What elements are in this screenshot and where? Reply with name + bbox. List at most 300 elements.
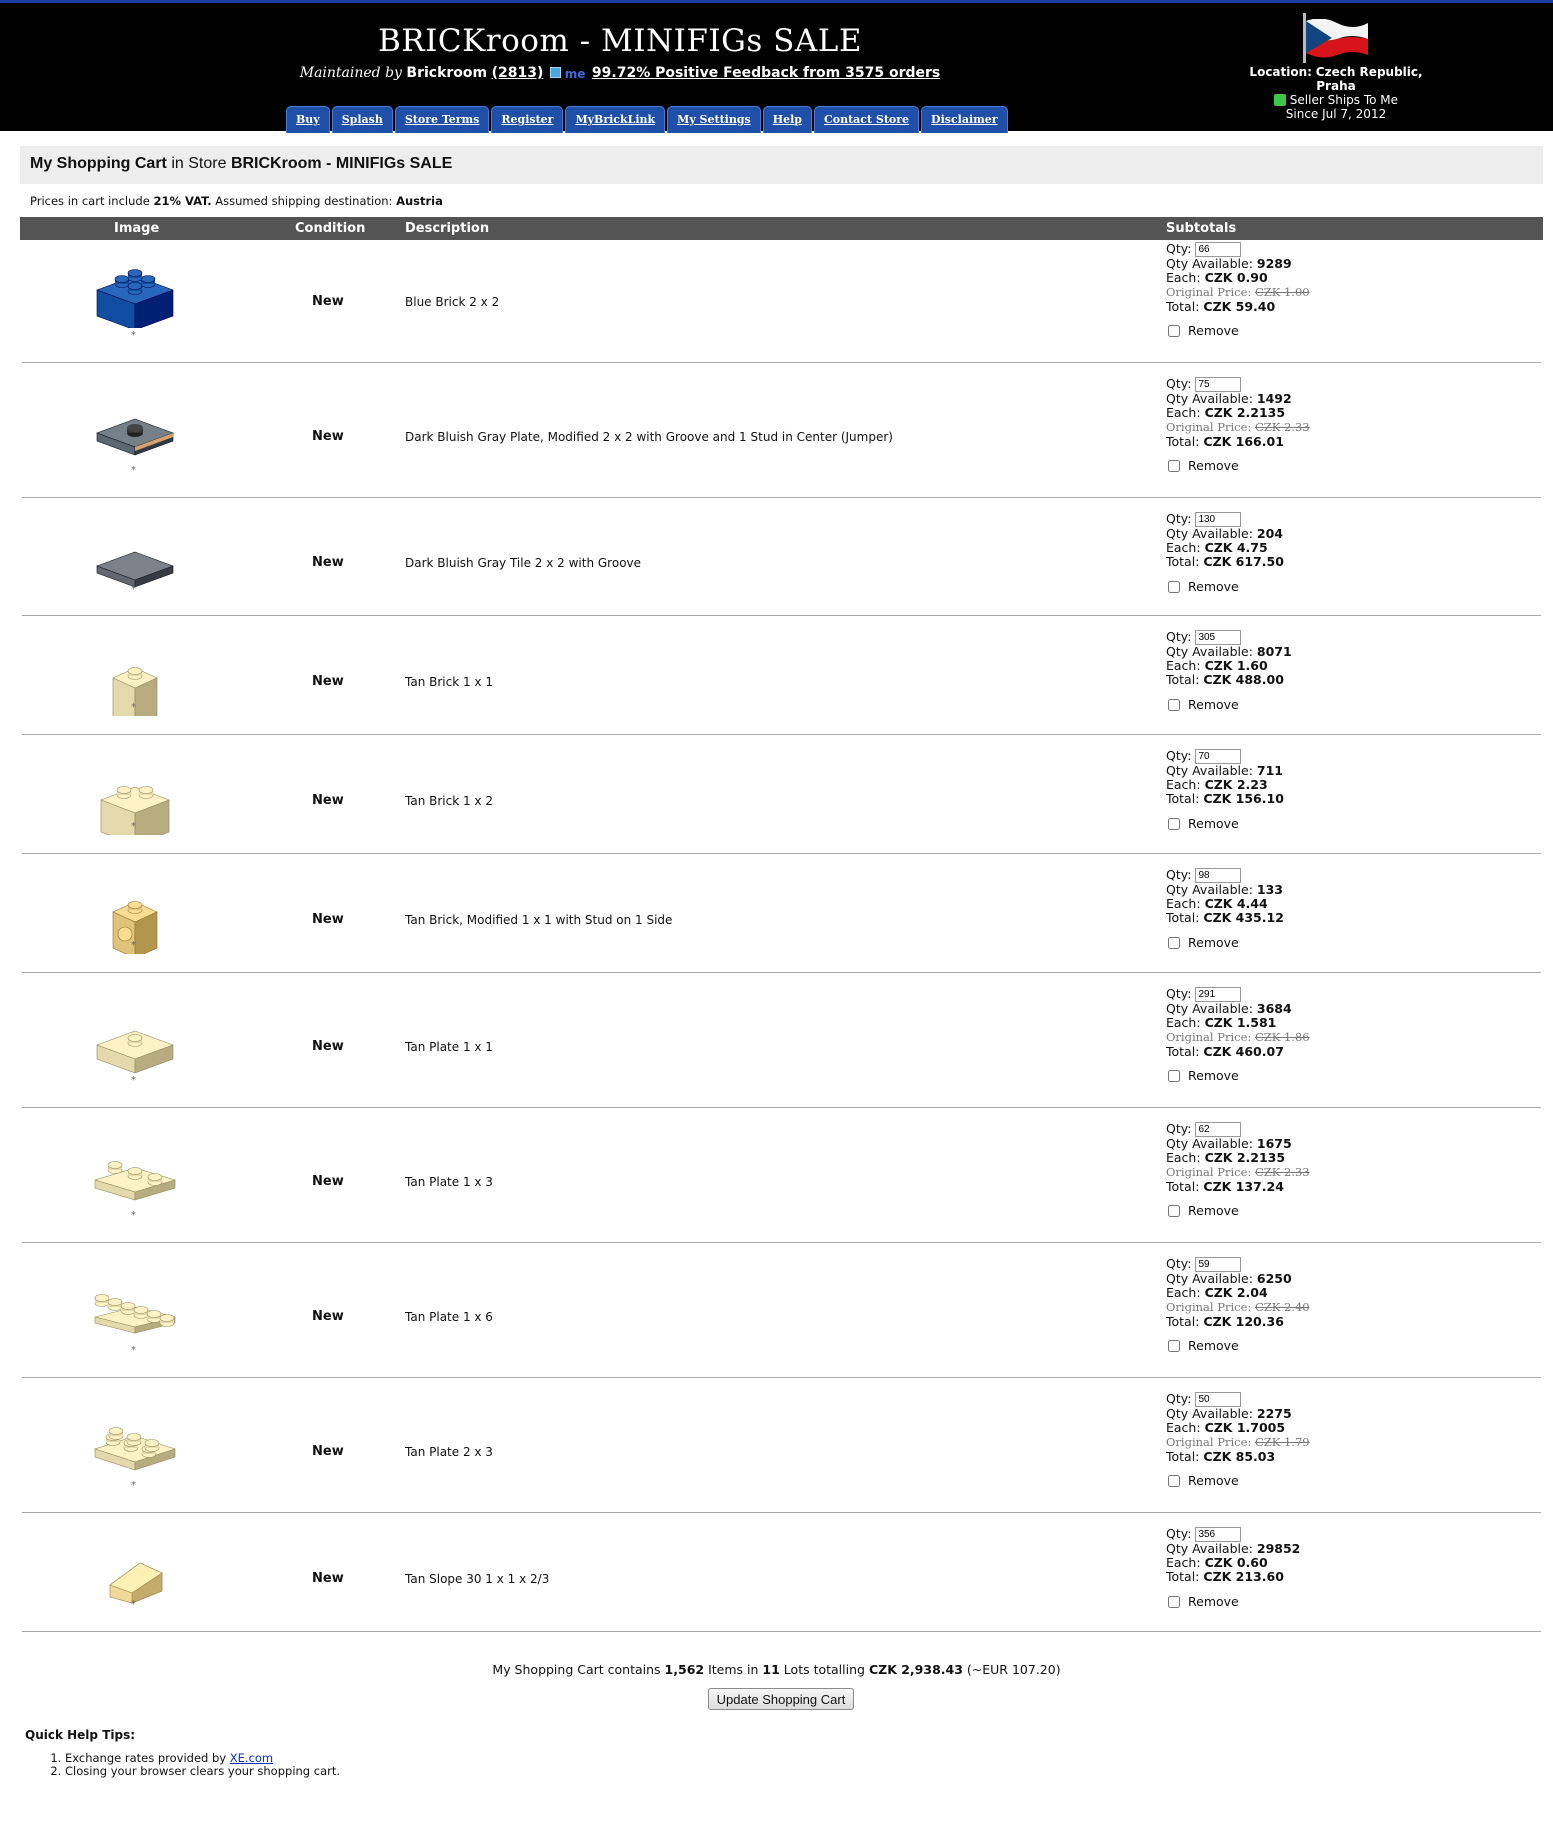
- total-label: Total:: [1166, 791, 1200, 807]
- store-header: [0, 0, 1553, 131]
- condition: New: [312, 429, 344, 444]
- tan-plate-1x6-icon[interactable]: [90, 1273, 180, 1343]
- tip-browser: 2. Closing your browser clears your shopping cart.: [65, 1765, 340, 1778]
- available-value: 711: [1256, 763, 1283, 778]
- total-line: [1166, 1450, 1310, 1464]
- summary-total: CZK 2,938.43: [868, 1662, 963, 1677]
- available-value: 8071: [1256, 644, 1292, 659]
- remove-line: [1166, 817, 1284, 831]
- remove-label: Remove: [1188, 1337, 1239, 1353]
- condition: New: [312, 1174, 344, 1189]
- qty-line: [1166, 1392, 1310, 1407]
- each-label: Each:: [1166, 1555, 1201, 1571]
- each-value: CZK 2.23: [1204, 777, 1268, 793]
- maintainer-name: Brickroom: [406, 65, 488, 81]
- maintained-by-label: Maintained by: [299, 65, 402, 81]
- location-value: Czech Republic, Praha: [1315, 65, 1423, 93]
- qty-label: Qty:: [1166, 986, 1192, 1001]
- remove-checkbox[interactable]: [1168, 460, 1180, 472]
- condition: New: [312, 1309, 344, 1324]
- total-label: Total:: [1166, 433, 1200, 449]
- total-value: CZK 137.24: [1203, 1178, 1284, 1194]
- original-value: CZK 2.40: [1254, 1300, 1310, 1315]
- each-line: [1166, 897, 1284, 911]
- remove-line: [1166, 1595, 1300, 1609]
- original-label: Original Price:: [1166, 420, 1252, 435]
- total-value: CZK 156.10: [1203, 791, 1284, 807]
- shipping-text: Assumed shipping destination:: [215, 194, 393, 208]
- qty-label: Qty:: [1166, 867, 1192, 882]
- cart-row: [22, 628, 1541, 735]
- original-label: Original Price:: [1166, 285, 1252, 300]
- available-label: Qty Available:: [1166, 1001, 1253, 1016]
- qty-label: Qty:: [1166, 1256, 1192, 1271]
- qty-input[interactable]: [1195, 1257, 1241, 1272]
- remove-label: Remove: [1188, 1593, 1239, 1609]
- qty-label: Qty:: [1166, 511, 1192, 526]
- image-star: *: [131, 330, 136, 341]
- qty-line: [1166, 1527, 1300, 1542]
- qty-line: [1166, 1257, 1310, 1272]
- vat-text: Prices in cart include: [30, 194, 150, 208]
- available-line: [1166, 392, 1310, 406]
- remove-line: [1166, 1339, 1310, 1353]
- available-value: 204: [1256, 526, 1283, 541]
- subtotals: [1166, 512, 1284, 594]
- remove-checkbox[interactable]: [1168, 325, 1180, 337]
- cart-row: [22, 1120, 1541, 1243]
- available-line: [1166, 257, 1310, 271]
- me-icon: me: [564, 67, 586, 81]
- tan-plate-1x1-icon[interactable]: [90, 1003, 180, 1073]
- qty-input[interactable]: [1195, 512, 1241, 527]
- maintainer-score-link[interactable]: (2813): [491, 65, 544, 81]
- remove-checkbox[interactable]: [1168, 1205, 1180, 1217]
- subtotals: [1166, 749, 1284, 831]
- col-condition: Condition: [295, 221, 366, 236]
- available-value: 9289: [1256, 256, 1292, 271]
- image-star: *: [131, 1480, 136, 1491]
- available-label: Qty Available:: [1166, 1541, 1253, 1556]
- available-line: [1166, 883, 1284, 897]
- original-value: CZK 1.00: [1254, 285, 1310, 300]
- qty-input[interactable]: [1195, 1122, 1241, 1137]
- cart-row: [22, 747, 1541, 854]
- remove-line: [1166, 936, 1284, 950]
- cart-title-middle: in Store: [171, 155, 227, 172]
- description: Dark Bluish Gray Plate, Modified 2 x 2 with Groove and 1 Stud in Center (Jumper): [405, 430, 893, 444]
- summary-text-lots: Lots totalling: [783, 1662, 865, 1677]
- condition: New: [312, 1444, 344, 1459]
- total-line: [1166, 1570, 1300, 1584]
- total-value: CZK 213.60: [1203, 1569, 1284, 1585]
- total-label: Total:: [1166, 554, 1200, 570]
- each-value: CZK 4.44: [1204, 896, 1268, 912]
- cart-row: [22, 985, 1541, 1108]
- original-value: CZK 1.79: [1254, 1435, 1310, 1450]
- store-nav: [286, 106, 1008, 133]
- each-value: CZK 1.581: [1204, 1015, 1277, 1031]
- nav-help[interactable]: Help: [763, 106, 812, 133]
- description: Blue Brick 2 x 2: [405, 295, 500, 309]
- cube-icon: [550, 67, 561, 78]
- image-star: *: [131, 821, 136, 832]
- description: Tan Brick 1 x 2: [405, 794, 493, 808]
- each-line: [1166, 1286, 1310, 1300]
- qty-line: [1166, 512, 1284, 527]
- quick-help-list: [25, 1752, 340, 1778]
- qty-line: [1166, 377, 1310, 392]
- total-label: Total:: [1166, 1313, 1200, 1329]
- each-value: CZK 1.7005: [1204, 1420, 1286, 1436]
- since-text: Since Jul 7, 2012: [1285, 107, 1387, 121]
- summary-items: 1,562: [664, 1662, 705, 1677]
- cart-table-header: [20, 217, 1543, 240]
- qty-label: Qty:: [1166, 376, 1192, 391]
- col-subtotals: Subtotals: [1166, 221, 1237, 236]
- cart-row: [22, 375, 1541, 498]
- ships-line: [1228, 93, 1444, 107]
- total-value: CZK 460.07: [1203, 1043, 1284, 1059]
- cart-row: [22, 510, 1541, 616]
- subtotals: [1166, 242, 1310, 338]
- each-line: [1166, 1556, 1300, 1570]
- nav-store-terms[interactable]: Store Terms: [395, 106, 490, 133]
- remove-label: Remove: [1188, 934, 1239, 950]
- total-value: CZK 435.12: [1203, 910, 1284, 926]
- remove-checkbox[interactable]: [1168, 1340, 1180, 1352]
- remove-checkbox[interactable]: [1168, 1070, 1180, 1082]
- qty-line: [1166, 987, 1310, 1002]
- total-value: CZK 85.03: [1203, 1448, 1276, 1464]
- shipping-destination: Austria: [396, 194, 443, 208]
- cart-row: [22, 1525, 1541, 1632]
- total-line: [1166, 300, 1310, 314]
- total-label: Total:: [1166, 1569, 1200, 1585]
- available-label: Qty Available:: [1166, 1271, 1253, 1286]
- cart-title: [20, 146, 1543, 184]
- total-line: [1166, 792, 1284, 806]
- nav-mybricklink[interactable]: MyBrickLink: [565, 106, 665, 133]
- each-value: CZK 4.75: [1204, 540, 1268, 556]
- blue-brick-2x2-icon[interactable]: [90, 258, 180, 328]
- available-label: Qty Available:: [1166, 644, 1253, 659]
- total-label: Total:: [1166, 1448, 1200, 1464]
- available-line: [1166, 1002, 1310, 1016]
- available-value: 3684: [1256, 1001, 1292, 1016]
- each-label: Each:: [1166, 540, 1201, 556]
- col-image: Image: [114, 221, 160, 236]
- total-line: [1166, 1315, 1310, 1329]
- original-price-line: [1166, 420, 1310, 434]
- total-line: [1166, 1045, 1310, 1059]
- description: Tan Plate 1 x 1: [405, 1040, 493, 1054]
- qty-line: [1166, 242, 1310, 257]
- nav-register[interactable]: Register: [491, 106, 563, 133]
- vat-line: [30, 194, 443, 208]
- qty-input[interactable]: [1195, 1527, 1241, 1542]
- image-star: *: [131, 1345, 136, 1356]
- qty-input[interactable]: [1195, 242, 1241, 257]
- available-line: [1166, 645, 1292, 659]
- original-value: CZK 1.86: [1254, 1030, 1310, 1045]
- cart-title-store: BRICKroom - MINIFIGs SALE: [230, 155, 453, 172]
- cart-row: [22, 240, 1541, 363]
- available-value: 133: [1256, 882, 1283, 897]
- update-cart-button[interactable]: Update Shopping Cart: [708, 1688, 854, 1710]
- qty-line: [1166, 630, 1292, 645]
- original-label: Original Price:: [1166, 1435, 1252, 1450]
- available-label: Qty Available:: [1166, 1136, 1253, 1151]
- each-label: Each:: [1166, 658, 1201, 674]
- qty-line: [1166, 868, 1284, 883]
- remove-line: [1166, 1069, 1310, 1083]
- total-line: [1166, 555, 1284, 569]
- subtotals: [1166, 868, 1284, 950]
- each-line: [1166, 1016, 1310, 1030]
- maintainer-line: [0, 65, 1240, 81]
- remove-line: [1166, 1204, 1310, 1218]
- each-label: Each:: [1166, 1015, 1201, 1031]
- each-value: CZK 2.04: [1204, 1285, 1268, 1301]
- qty-label: Qty:: [1166, 1121, 1192, 1136]
- total-label: Total:: [1166, 1043, 1200, 1059]
- remove-label: Remove: [1188, 1472, 1239, 1488]
- subtotals: [1166, 1122, 1310, 1218]
- available-line: [1166, 1137, 1310, 1151]
- store-title: BRICKroom - MINIFIGs SALE: [378, 23, 862, 59]
- original-label: Original Price:: [1166, 1165, 1252, 1180]
- condition: New: [312, 294, 344, 309]
- feedback-link[interactable]: 99.72% Positive Feedback from 3575 orders: [591, 65, 941, 81]
- image-star: *: [131, 465, 136, 476]
- qty-input[interactable]: [1195, 377, 1241, 392]
- tan-plate-1x3-icon[interactable]: [90, 1138, 180, 1208]
- remove-label: Remove: [1188, 457, 1239, 473]
- each-value: CZK 0.60: [1204, 1555, 1268, 1571]
- available-value: 2275: [1256, 1406, 1292, 1421]
- available-value: 6250: [1256, 1271, 1292, 1286]
- each-line: [1166, 1421, 1310, 1435]
- qty-label: Qty:: [1166, 748, 1192, 763]
- each-line: [1166, 778, 1284, 792]
- qty-input[interactable]: [1195, 749, 1241, 764]
- each-value: CZK 0.90: [1204, 270, 1268, 286]
- available-label: Qty Available:: [1166, 391, 1253, 406]
- original-value: CZK 2.33: [1254, 420, 1310, 435]
- image-star: *: [131, 1210, 136, 1221]
- description: Tan Slope 30 1 x 1 x 2/3: [405, 1572, 550, 1586]
- available-label: Qty Available:: [1166, 882, 1253, 897]
- original-price-line: [1166, 1435, 1310, 1449]
- available-value: 1492: [1256, 391, 1292, 406]
- total-label: Total:: [1166, 298, 1200, 314]
- nav-contact-store[interactable]: Contact Store: [814, 106, 919, 133]
- available-value: 29852: [1256, 1541, 1301, 1556]
- available-label: Qty Available:: [1166, 1406, 1253, 1421]
- qty-label: Qty:: [1166, 241, 1192, 256]
- remove-line: [1166, 580, 1284, 594]
- qty-input[interactable]: [1195, 868, 1241, 883]
- summary-text: My Shopping Cart contains: [492, 1662, 661, 1677]
- cart-summary: [0, 1662, 1553, 1677]
- nav-splash[interactable]: Splash: [332, 106, 393, 133]
- czech-flag-icon: [1300, 13, 1372, 63]
- total-value: CZK 617.50: [1203, 554, 1284, 570]
- each-value: CZK 2.2135: [1204, 405, 1286, 421]
- available-line: [1166, 1542, 1300, 1556]
- summary-lots: 11: [762, 1662, 780, 1677]
- subtotals: [1166, 1257, 1310, 1353]
- remove-line: [1166, 1474, 1310, 1488]
- original-value: CZK 2.33: [1254, 1165, 1310, 1180]
- total-line: [1166, 673, 1292, 687]
- description: Tan Plate 1 x 3: [405, 1175, 493, 1189]
- remove-label: Remove: [1188, 815, 1239, 831]
- image-star: *: [131, 1599, 136, 1610]
- image-star: *: [131, 1075, 136, 1086]
- qty-input[interactable]: [1195, 987, 1241, 1002]
- each-label: Each:: [1166, 896, 1201, 912]
- remove-checkbox[interactable]: [1168, 1475, 1180, 1487]
- total-line: [1166, 435, 1310, 449]
- available-line: [1166, 1272, 1310, 1286]
- subtotals: [1166, 377, 1310, 473]
- each-label: Each:: [1166, 1285, 1201, 1301]
- location-line: [1228, 65, 1444, 93]
- summary-eur: (~EUR 107.20): [966, 1662, 1061, 1677]
- remove-checkbox[interactable]: [1168, 699, 1180, 711]
- original-price-line: [1166, 1165, 1310, 1179]
- description: Tan Plate 2 x 3: [405, 1445, 493, 1459]
- original-price-line: [1166, 1030, 1310, 1044]
- each-line: [1166, 406, 1310, 420]
- each-line: [1166, 541, 1284, 555]
- dark-bluish-gray-jumper-plate-icon[interactable]: [90, 393, 180, 463]
- tan-plate-2x3-icon[interactable]: [90, 1408, 180, 1478]
- cart-title-prefix: My Shopping Cart: [30, 155, 167, 172]
- available-line: [1166, 1407, 1310, 1421]
- quick-help-title: Quick Help Tips:: [25, 1728, 136, 1742]
- cart-row: [22, 866, 1541, 973]
- total-value: CZK 59.40: [1203, 298, 1276, 314]
- each-line: [1166, 1151, 1310, 1165]
- image-star: *: [131, 584, 136, 595]
- nav-buy[interactable]: Buy: [286, 106, 330, 133]
- condition: New: [312, 793, 344, 808]
- description: Tan Brick 1 x 1: [405, 675, 493, 689]
- remove-label: Remove: [1188, 696, 1239, 712]
- remove-label: Remove: [1188, 322, 1239, 338]
- total-line: [1166, 1180, 1310, 1194]
- green-box-icon: [1274, 94, 1286, 106]
- original-price-line: [1166, 1300, 1310, 1314]
- location-label: Location:: [1249, 65, 1312, 79]
- total-value: CZK 120.36: [1203, 1313, 1284, 1329]
- condition: New: [312, 555, 344, 570]
- condition: New: [312, 912, 344, 927]
- each-line: [1166, 659, 1292, 673]
- vat-value: 21% VAT.: [153, 194, 212, 208]
- total-value: CZK 166.01: [1203, 433, 1284, 449]
- total-label: Total:: [1166, 1178, 1200, 1194]
- each-value: CZK 1.60: [1204, 658, 1268, 674]
- qty-line: [1166, 749, 1284, 764]
- qty-label: Qty:: [1166, 629, 1192, 644]
- remove-checkbox[interactable]: [1168, 818, 1180, 830]
- remove-checkbox[interactable]: [1168, 581, 1180, 593]
- remove-line: [1166, 698, 1292, 712]
- xe-link[interactable]: XE.com: [229, 1751, 274, 1765]
- cart-row: [22, 1255, 1541, 1378]
- original-price-line: [1166, 285, 1310, 299]
- total-label: Total:: [1166, 910, 1200, 926]
- available-label: Qty Available:: [1166, 256, 1253, 271]
- tip-exchange-text: Exchange rates provided by: [65, 1751, 227, 1765]
- condition: New: [312, 1571, 344, 1586]
- summary-text-items: Items in: [708, 1662, 759, 1677]
- qty-label: Qty:: [1166, 1526, 1192, 1541]
- remove-line: [1166, 459, 1310, 473]
- available-label: Qty Available:: [1166, 763, 1253, 778]
- each-label: Each:: [1166, 777, 1201, 793]
- col-description: Description: [405, 221, 490, 236]
- each-line: [1166, 271, 1310, 285]
- total-value: CZK 488.00: [1203, 672, 1284, 688]
- qty-input[interactable]: [1195, 1392, 1241, 1407]
- subtotals: [1166, 987, 1310, 1083]
- cart-row: [22, 1390, 1541, 1513]
- qty-label: Qty:: [1166, 1391, 1192, 1406]
- location-box: [1228, 13, 1444, 121]
- description: Tan Plate 1 x 6: [405, 1310, 493, 1324]
- qty-input[interactable]: [1195, 630, 1241, 645]
- remove-label: Remove: [1188, 1202, 1239, 1218]
- each-label: Each:: [1166, 405, 1201, 421]
- condition: New: [312, 674, 344, 689]
- total-label: Total:: [1166, 672, 1200, 688]
- ships-text: Seller Ships To Me: [1289, 93, 1399, 107]
- image-star: *: [131, 702, 136, 713]
- each-value: CZK 2.2135: [1204, 1150, 1286, 1166]
- subtotals: [1166, 630, 1292, 712]
- qty-line: [1166, 1122, 1310, 1137]
- original-label: Original Price:: [1166, 1300, 1252, 1315]
- subtotals: [1166, 1392, 1310, 1488]
- total-line: [1166, 911, 1284, 925]
- description: Tan Brick, Modified 1 x 1 with Stud on 1 Side: [405, 913, 673, 927]
- remove-label: Remove: [1188, 578, 1239, 594]
- image-star: *: [131, 940, 136, 951]
- original-label: Original Price:: [1166, 1030, 1252, 1045]
- each-label: Each:: [1166, 270, 1201, 286]
- remove-label: Remove: [1188, 1067, 1239, 1083]
- available-line: [1166, 527, 1284, 541]
- available-line: [1166, 764, 1284, 778]
- nav-my-settings[interactable]: My Settings: [667, 106, 761, 133]
- subtotals: [1166, 1527, 1300, 1609]
- remove-line: [1166, 324, 1310, 338]
- remove-checkbox[interactable]: [1168, 1596, 1180, 1608]
- nav-disclaimer[interactable]: Disclaimer: [921, 106, 1008, 133]
- condition: New: [312, 1039, 344, 1054]
- available-value: 1675: [1256, 1136, 1292, 1151]
- remove-checkbox[interactable]: [1168, 937, 1180, 949]
- each-label: Each:: [1166, 1150, 1201, 1166]
- each-label: Each:: [1166, 1420, 1201, 1436]
- available-label: Qty Available:: [1166, 526, 1253, 541]
- description: Dark Bluish Gray Tile 2 x 2 with Groove: [405, 556, 642, 570]
